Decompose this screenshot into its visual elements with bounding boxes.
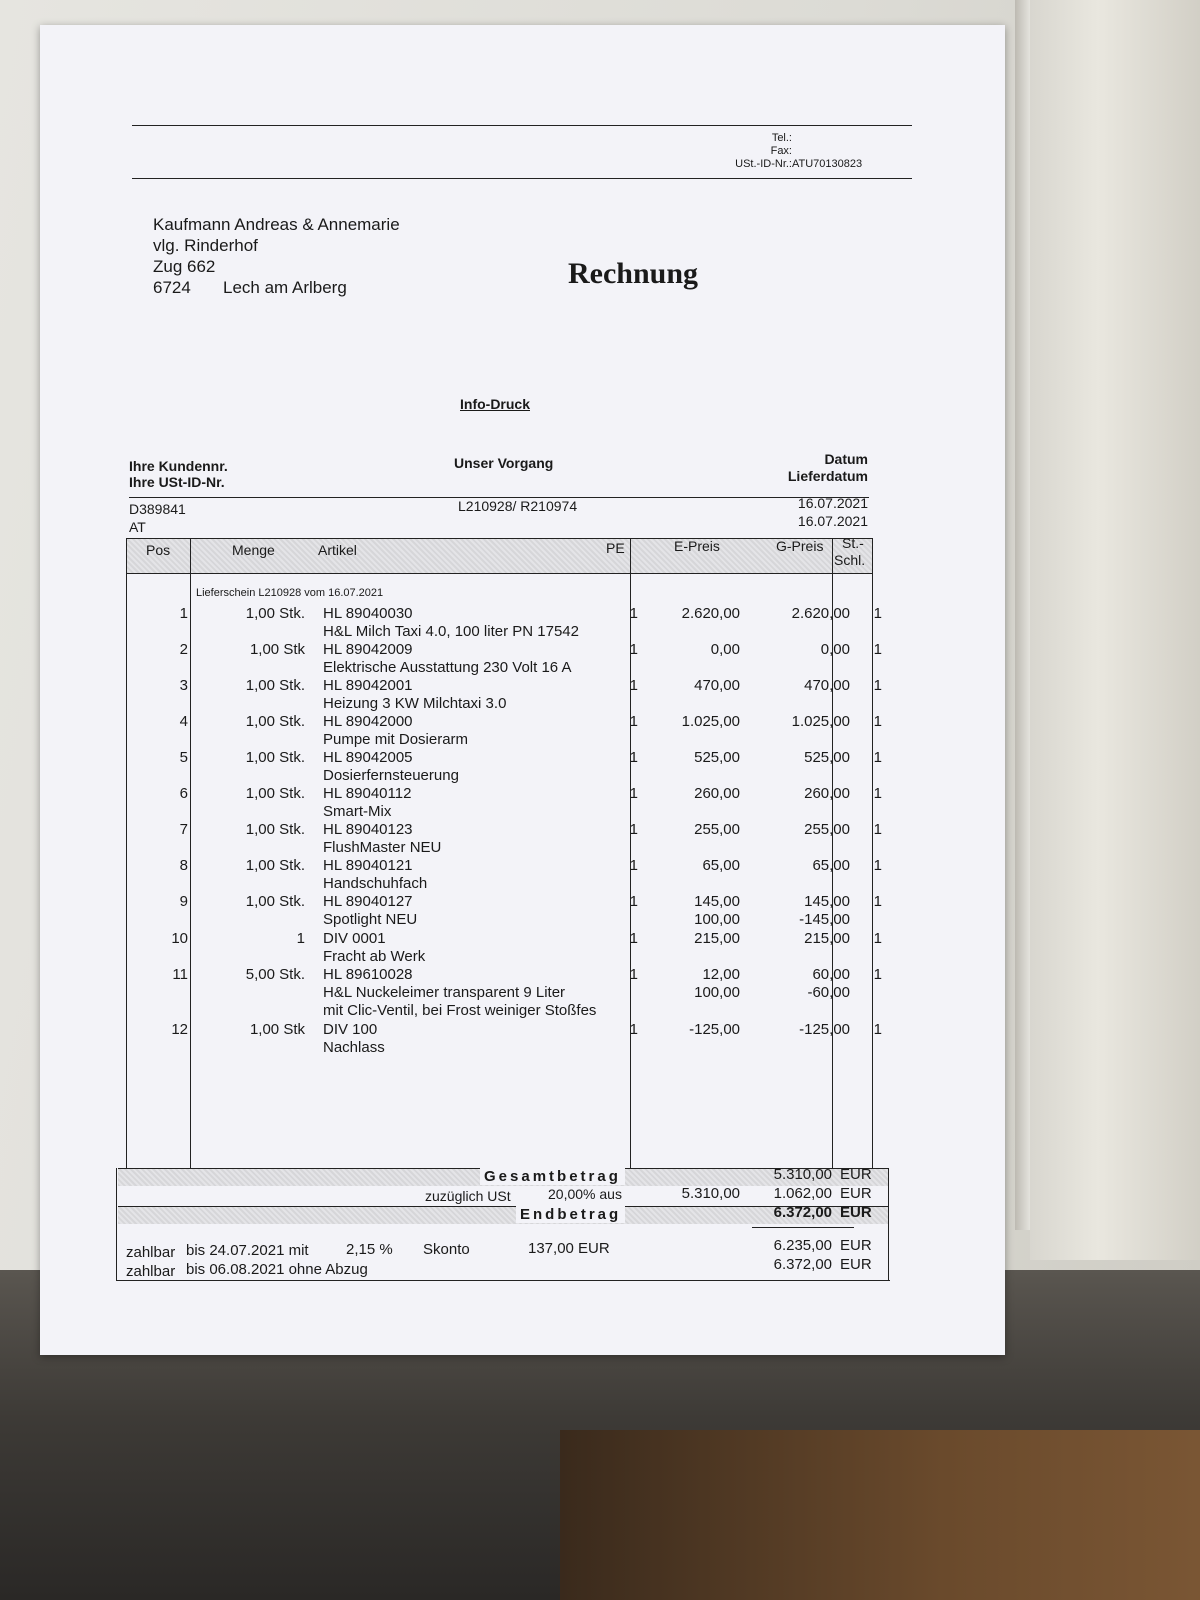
row-artikel-nr: HL 89042000 — [323, 713, 413, 730]
row-artikel-nr: DIV 0001 — [323, 930, 386, 947]
row-pos: 9 — [179, 893, 188, 910]
row-epreis: 525,00 — [694, 749, 740, 766]
row-pos: 2 — [179, 641, 188, 658]
address-zip: 6724 — [153, 278, 191, 297]
kundennr-label: Ihre Kundennr. — [129, 458, 228, 474]
table-row — [40, 821, 1005, 857]
row-pos: 6 — [179, 785, 188, 802]
row-menge: 1,00 Stk. — [245, 893, 305, 910]
row-gpreis: 60,00 — [812, 966, 850, 983]
row-artikel-nr: HL 89040112 — [323, 785, 412, 802]
row-epreis: 260,00 — [694, 785, 740, 802]
row-pe: 1 — [629, 641, 638, 658]
row-pe: 1 — [629, 713, 638, 730]
table-row — [40, 677, 1005, 713]
table-row — [40, 605, 1005, 641]
row-epreis: 1.025,00 — [681, 713, 740, 730]
payment1-text: bis 24.07.2021 mit — [186, 1242, 309, 1259]
row-epreis: 2.620,00 — [681, 605, 740, 622]
totals-left-border — [116, 1168, 117, 1280]
totals-right-border — [888, 1168, 889, 1280]
datum-label: Datum — [824, 451, 868, 467]
col-st-2: Schl. — [834, 552, 866, 568]
row-artikel-desc: Spotlight NEU — [323, 911, 418, 928]
header-rule-top — [132, 125, 912, 126]
row-artikel-desc: Smart-Mix — [323, 803, 392, 820]
row-gpreis: 2.620,00 — [791, 605, 850, 622]
row-gpreis: 145,00 — [804, 893, 850, 910]
payment1-label: zahlbar — [126, 1244, 176, 1261]
table-row — [40, 930, 1005, 966]
row-artikel-desc: Pumpe mit Dosierarm — [323, 731, 469, 748]
row-menge: 1,00 Stk. — [245, 713, 305, 730]
row-epreis: -125,00 — [689, 1021, 740, 1038]
row-menge: 1,00 Stk — [249, 641, 305, 658]
row-artikel-nr: DIV 100 — [323, 1021, 378, 1038]
row-gpreis: 1.025,00 — [791, 713, 850, 730]
table-row — [40, 749, 1005, 785]
table-header-top — [126, 538, 872, 539]
row-artikel-nr: HL 89040121 — [323, 857, 413, 874]
row-st: 1 — [873, 821, 882, 838]
address-line3: Zug 662 — [153, 257, 216, 276]
skonto-amount: 137,00 EUR — [528, 1240, 610, 1257]
skonto-percent: 2,15 % — [346, 1241, 393, 1258]
row-st: 1 — [873, 785, 882, 802]
lieferdatum-label: Lieferdatum — [787, 468, 868, 484]
row-pos: 8 — [179, 857, 188, 874]
row-artikel-nr: HL 89042005 — [323, 749, 413, 766]
row-st: 1 — [873, 749, 882, 766]
gesamt-currency: EUR — [840, 1166, 872, 1183]
payment2-text: bis 06.08.2021 ohne Abzug — [186, 1261, 368, 1278]
row-pos: 4 — [179, 713, 188, 730]
ust-base: 5.310,00 — [681, 1185, 740, 1202]
ust-currency: EUR — [840, 1185, 872, 1202]
row-pe: 1 — [629, 893, 638, 910]
row-menge: 1,00 Stk. — [245, 677, 305, 694]
row-artikel-nr: HL 89610028 — [323, 966, 413, 983]
shelf — [1030, 0, 1200, 1260]
row-artikel-nr: HL 89040123 — [323, 821, 413, 838]
row-pe: 1 — [629, 930, 638, 947]
row-artikel-desc-2: mit Clic-Ventil, bei Frost weiniger Stoßfes — [323, 1002, 597, 1019]
row-gpreis: -125,00 — [799, 1021, 850, 1038]
row-epreis: 12,00 — [702, 966, 740, 983]
row-menge: 1 — [296, 930, 305, 947]
col-gpreis: G-Preis — [776, 538, 824, 554]
row-artikel-desc: Dosierfernsteuerung — [323, 767, 459, 784]
row-artikel-nr: HL 89040127 — [323, 893, 413, 910]
row-menge: 1,00 Stk. — [245, 605, 305, 622]
ustid-label: Ihre USt-ID-Nr. — [129, 474, 225, 490]
row-menge: 1,00 Stk. — [245, 821, 305, 838]
row-pe: 1 — [629, 966, 638, 983]
row-epreis: 65,00 — [702, 857, 740, 874]
row-artikel-desc: Heizung 3 KW Milchtaxi 3.0 — [323, 695, 507, 712]
ust-amount: 1.062,00 — [773, 1185, 832, 1202]
table-row — [40, 966, 1005, 1020]
row-epreis-2: 100,00 — [694, 984, 740, 1001]
col-menge: Menge — [232, 542, 275, 558]
row-gpreis: 255,00 — [804, 821, 850, 838]
end-underline — [752, 1227, 854, 1228]
wooden-floor — [560, 1430, 1200, 1600]
row-pos: 3 — [179, 677, 188, 694]
row-st: 1 — [873, 713, 882, 730]
row-gpreis-2: -60,00 — [807, 984, 850, 1001]
row-st: 1 — [873, 966, 882, 983]
row-st: 1 — [873, 857, 882, 874]
row-pe: 1 — [629, 749, 638, 766]
col-artikel: Artikel — [318, 542, 357, 558]
row-gpreis: 260,00 — [804, 785, 850, 802]
row-artikel-desc: H&L Milch Taxi 4.0, 100 liter PN 17542 — [323, 623, 579, 640]
row-pos: 7 — [179, 821, 188, 838]
row-pe: 1 — [629, 821, 638, 838]
payment2-total: 6.372,00 — [773, 1256, 832, 1273]
ustid-value: AT — [129, 519, 146, 535]
info-druck-label: Info-Druck — [460, 396, 530, 412]
end-currency: EUR — [840, 1204, 872, 1221]
row-gpreis: 470,00 — [804, 677, 850, 694]
row-menge: 1,00 Stk. — [245, 785, 305, 802]
row-st: 1 — [873, 677, 882, 694]
table-header-bottom — [126, 573, 872, 574]
row-pos: 10 — [171, 930, 188, 947]
address-city: Lech am Arlberg — [223, 278, 347, 297]
gesamt-value: 5.310,00 — [773, 1166, 832, 1183]
ust-id-label: USt.-ID-Nr.: — [735, 158, 792, 170]
datum-value: 16.07.2021 — [797, 495, 868, 511]
row-pos: 12 — [171, 1021, 188, 1038]
row-pos: 5 — [179, 749, 188, 766]
row-menge: 1,00 Stk. — [245, 749, 305, 766]
row-pe: 1 — [629, 785, 638, 802]
row-epreis: 0,00 — [710, 641, 740, 658]
row-menge: 5,00 Stk. — [245, 966, 305, 983]
row-pos: 1 — [179, 605, 188, 622]
row-artikel-desc: Handschuhfach — [323, 875, 428, 892]
ust-rate: 20,00% aus — [548, 1186, 622, 1202]
row-st: 1 — [873, 930, 882, 947]
row-gpreis: 525,00 — [804, 749, 850, 766]
payment1-currency: EUR — [840, 1237, 872, 1254]
payment2-currency: EUR — [840, 1256, 872, 1273]
row-epreis: 470,00 — [694, 677, 740, 694]
header-rule-bottom — [132, 178, 912, 179]
row-pe: 1 — [629, 677, 638, 694]
payment-rule-bottom — [116, 1280, 890, 1281]
table-row — [40, 785, 1005, 821]
row-artikel-desc: FlushMaster NEU — [323, 839, 442, 856]
address-line2: vlg. Rinderhof — [153, 236, 258, 255]
ust-id-value: ATU70130823 — [792, 158, 863, 170]
payment2-label: zahlbar — [126, 1263, 176, 1280]
row-epreis: 145,00 — [694, 893, 740, 910]
row-menge: 1,00 Stk — [249, 1021, 305, 1038]
skonto-label: Skonto — [423, 1241, 470, 1258]
vorgang-value: L210928/ R210974 — [458, 498, 578, 514]
ust-label: zuzüglich USt — [425, 1188, 511, 1204]
document-title: Rechnung — [568, 257, 699, 290]
row-artikel-nr: HL 89042001 — [323, 677, 413, 694]
row-st: 1 — [873, 1021, 882, 1038]
end-value: 6.372,00 — [773, 1204, 832, 1221]
row-st: 1 — [873, 893, 882, 910]
lieferschein-note: Lieferschein L210928 vom 16.07.2021 — [196, 587, 384, 599]
row-pe: 1 — [629, 857, 638, 874]
row-artikel-nr: HL 89040030 — [323, 605, 413, 622]
table-row — [40, 641, 1005, 677]
table-row — [40, 857, 1005, 893]
vorgang-label: Unser Vorgang — [454, 455, 554, 471]
kundennr-value: D389841 — [129, 501, 186, 517]
row-artikel-nr: HL 89042009 — [323, 641, 413, 658]
row-gpreis: 215,00 — [804, 930, 850, 947]
invoice-paper — [40, 25, 1005, 1355]
row-gpreis: 0,00 — [820, 641, 850, 658]
fax-label: Fax: — [770, 145, 792, 157]
row-pe: 1 — [629, 605, 638, 622]
end-label: Endbetrag — [516, 1206, 625, 1223]
table-row — [40, 893, 1005, 929]
row-gpreis: 65,00 — [812, 857, 850, 874]
gesamt-label: Gesamtbetrag — [480, 1168, 625, 1185]
col-st-1: St.- — [842, 535, 864, 551]
lieferdatum-value: 16.07.2021 — [797, 513, 868, 529]
row-artikel-desc: Fracht ab Werk — [323, 948, 426, 965]
row-menge: 1,00 Stk. — [245, 857, 305, 874]
row-artikel-desc: Nachlass — [323, 1039, 385, 1056]
col-pe: PE — [606, 540, 625, 556]
row-st: 1 — [873, 605, 882, 622]
table-row — [40, 713, 1005, 749]
row-epreis: 215,00 — [694, 930, 740, 947]
col-epreis: E-Preis — [674, 538, 720, 554]
table-row — [40, 1021, 1005, 1057]
row-pe: 1 — [629, 1021, 638, 1038]
row-epreis: 255,00 — [694, 821, 740, 838]
row-artikel-desc: Elektrische Ausstattung 230 Volt 16 A — [323, 659, 572, 676]
row-gpreis-2: -145,00 — [799, 911, 850, 928]
row-pos: 11 — [172, 966, 188, 983]
col-pos: Pos — [146, 542, 171, 558]
row-st: 1 — [873, 641, 882, 658]
row-epreis-2: 100,00 — [694, 911, 740, 928]
payment1-total: 6.235,00 — [773, 1237, 832, 1254]
tel-label: Tel.: — [771, 132, 792, 144]
address-line1: Kaufmann Andreas & Annemarie — [153, 215, 400, 234]
row-artikel-desc: H&L Nuckeleimer transparent 9 Liter — [323, 984, 566, 1001]
